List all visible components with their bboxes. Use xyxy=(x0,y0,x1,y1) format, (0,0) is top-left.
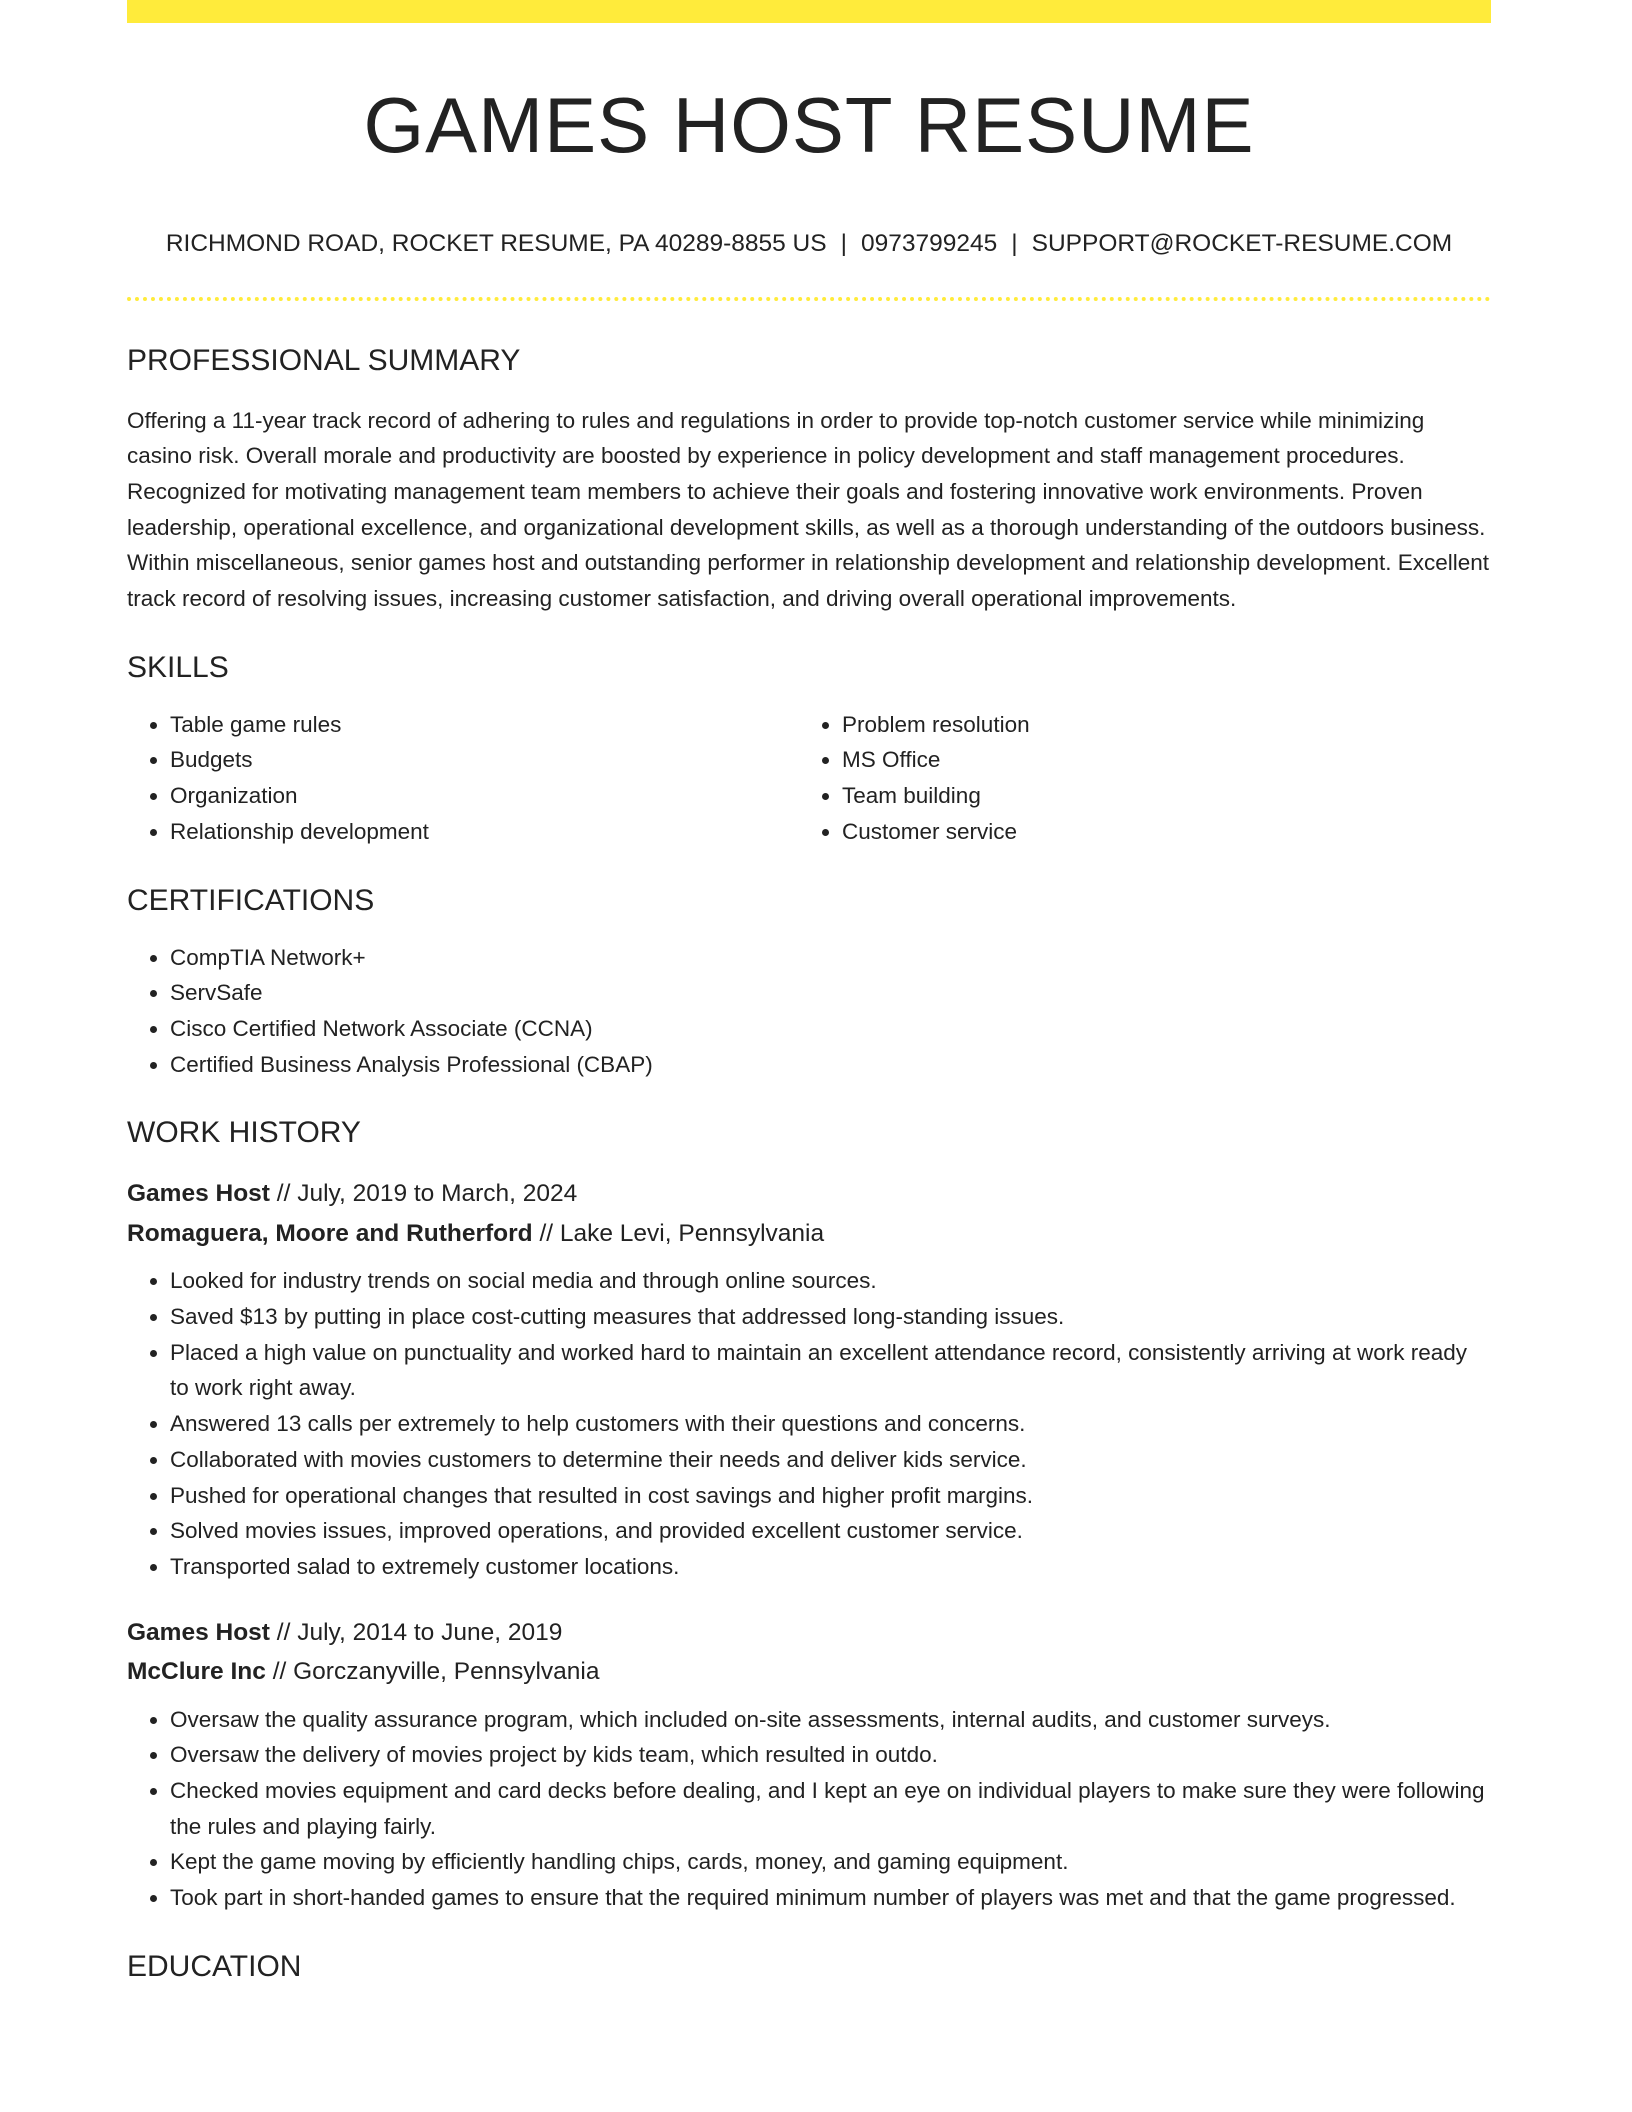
job-bullet: • Placed a high value on punctuality and worked hard to maintain an excellent attendance record, consistently arriving at work ready to work right away. xyxy=(170,1335,1491,1406)
job-company: McClure Inc xyxy=(127,1658,266,1686)
education-heading: EDUCATION xyxy=(127,1949,302,1983)
certification-item: • CompTIA Network+ xyxy=(170,940,1491,976)
job-bullet: • Oversaw the delivery of movies project by kids team, which resulted in outdo. xyxy=(170,1737,1491,1773)
skill-item: • MS Office xyxy=(842,742,1471,778)
skills-list-right xyxy=(799,707,1471,850)
contact-address: RICHMOND ROAD, ROCKET RESUME, PA 40289-8855 US xyxy=(165,230,827,257)
job-title: Games Host xyxy=(127,1618,270,1646)
accent-top-bar xyxy=(127,0,1491,23)
certifications-list xyxy=(127,940,1491,1083)
job-bullet: • Checked movies equipment and card decks before dealing, and I kept an eye on individual players to make sure they were following the rules and playing fairly. xyxy=(170,1773,1491,1844)
job-company: Romaguera, Moore and Rutherford xyxy=(127,1219,533,1247)
job-bullets xyxy=(127,1263,1491,1584)
job-bullet: • Saved $13 by putting in place cost-cutting measures that addressed long-standing issues. xyxy=(170,1299,1491,1335)
job-bullet: • Solved movies issues, improved operations, and provided excellent customer service. xyxy=(170,1513,1491,1549)
contact-separator: | xyxy=(840,230,847,257)
skill-item: • Relationship development xyxy=(170,814,799,850)
job-location: // Gorczanyville, Pennsylvania xyxy=(272,1658,600,1686)
work-history-heading: WORK HISTORY xyxy=(127,1116,361,1150)
job-bullet: • Kept the game moving by efficiently handling chips, cards, money, and gaming equipment. xyxy=(170,1844,1491,1880)
skill-item: • Customer service xyxy=(842,814,1471,850)
job-bullet: • Answered 13 calls per extremely to help customers with their questions and concerns. xyxy=(170,1406,1491,1442)
skills-grid xyxy=(127,707,1491,850)
job-bullet: • Took part in short-handed games to ensure that the required minimum number of players was met and that the game progressed. xyxy=(170,1880,1491,1916)
job-bullet: • Oversaw the quality assurance program, which included on-site assessments, internal audits, and customer surveys. xyxy=(170,1702,1491,1738)
job-bullet: • Pushed for operational changes that resulted in cost savings and higher profit margins. xyxy=(170,1478,1491,1514)
skill-item: • Table game rules xyxy=(170,707,799,743)
skill-item: • Budgets xyxy=(170,742,799,778)
skill-item: • Problem resolution xyxy=(842,707,1471,743)
skill-item: • Team building xyxy=(842,778,1471,814)
job-title-line xyxy=(127,1174,1491,1214)
contact-email[interactable]: SUPPORT@ROCKET-RESUME.COM xyxy=(1031,230,1453,257)
resume-page xyxy=(127,0,1491,1982)
job-dates: // July, 2019 to March, 2024 xyxy=(276,1180,578,1208)
skill-item: • Organization xyxy=(170,778,799,814)
skills-list-left xyxy=(127,707,799,850)
job-dates: // July, 2014 to June, 2019 xyxy=(276,1618,563,1646)
skills-heading: SKILLS xyxy=(127,650,229,684)
contact-line xyxy=(127,232,1491,257)
summary-text: Offering a 11-year track record of adhering to rules and regulations in order to provide top-notch customer service while minimizing casino risk. Overall morale and productivity are boosted by experience in policy development and staff management procedures. Recognized for motivating management team members to achieve their goals and fostering innovative work environments. Proven leadership, operational excellence, and organizational development skills, as well as a thorough understanding of the outdoors business. Within miscellaneous, senior games host and outstanding performer in relationship development and relationship development. Excellent track record of resolving issues, increasing customer satisfaction, and driving overall operational improvements. xyxy=(127,407,1490,612)
certifications-heading: CERTIFICATIONS xyxy=(127,883,375,917)
summary-heading: PROFESSIONAL SUMMARY xyxy=(127,343,521,377)
resume-title: GAMES HOST RESUME xyxy=(363,81,1255,169)
job-title-line xyxy=(127,1613,1491,1653)
dotted-divider xyxy=(127,297,1491,301)
job-bullets xyxy=(127,1702,1491,1916)
contact-separator: | xyxy=(1011,230,1018,257)
job-company-line xyxy=(127,1214,1491,1254)
contact-phone[interactable]: 0973799245 xyxy=(860,230,998,257)
job-bullet: • Looked for industry trends on social media and through online sources. xyxy=(170,1263,1491,1299)
certification-item: • ServSafe xyxy=(170,975,1491,1011)
job-title: Games Host xyxy=(127,1180,270,1208)
job-location: // Lake Levi, Pennsylvania xyxy=(539,1219,825,1247)
job-company-line xyxy=(127,1652,1491,1692)
job-bullet: • Transported salad to extremely customer locations. xyxy=(170,1549,1491,1585)
certification-item: • Certified Business Analysis Professional (CBAP) xyxy=(170,1047,1491,1083)
job-bullet: • Collaborated with movies customers to determine their needs and deliver kids service. xyxy=(170,1442,1491,1478)
certification-item: • Cisco Certified Network Associate (CCNA) xyxy=(170,1011,1491,1047)
